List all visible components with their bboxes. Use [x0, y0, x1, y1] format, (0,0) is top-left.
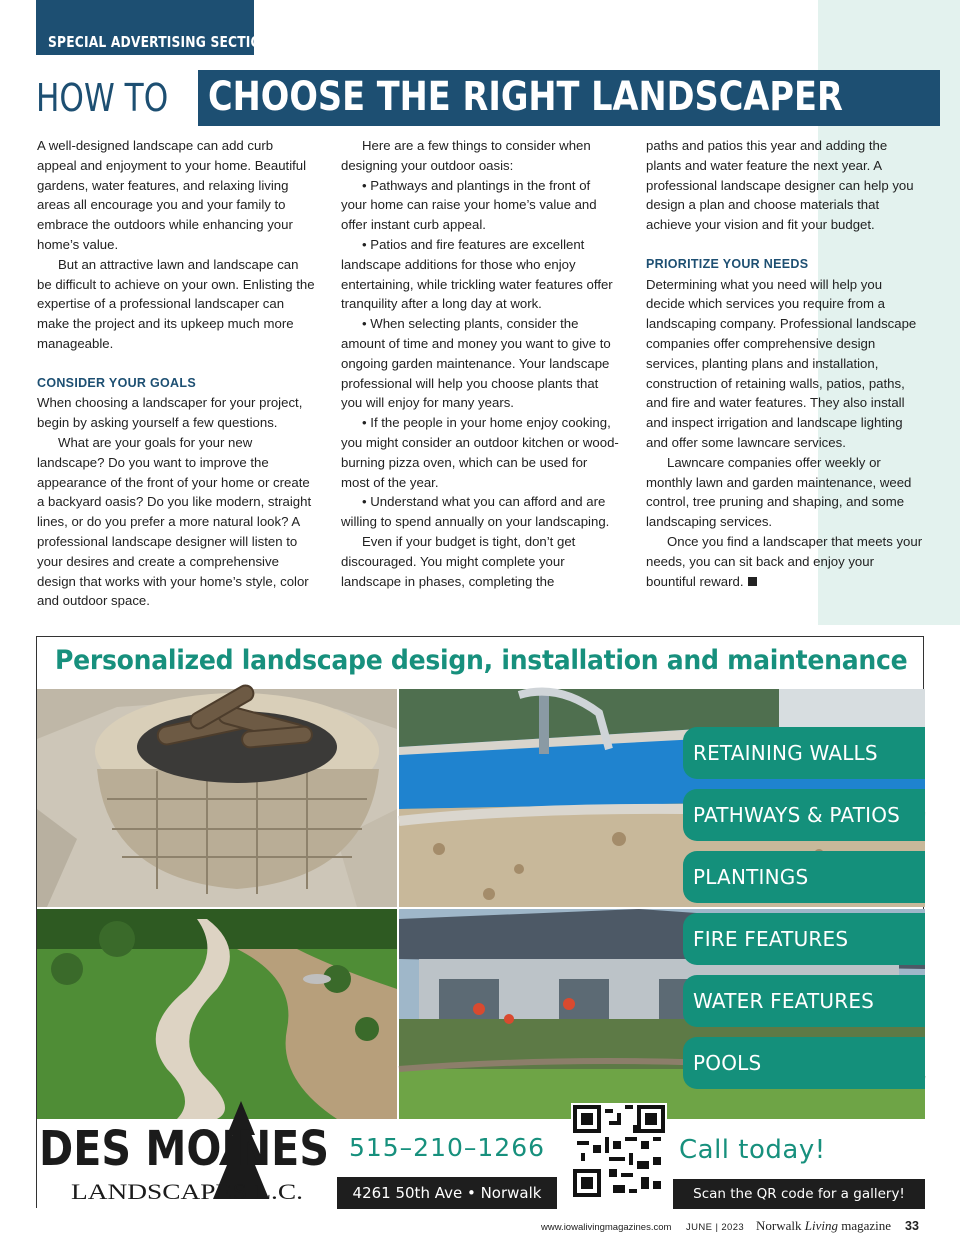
service-plantings: PLANTINGS [683, 851, 925, 903]
subhead-consider-goals: CONSIDER YOUR GOALS [37, 375, 196, 390]
paragraph: What are your goals for your new landscape? Do you want to improve the appearance of the front of your home or create a backyard oasis? Do you like modern, straight lines, or do you prefer a more natural look? A professional landscape designer will listen to your desires and create a comprehensive design that works with your home’s style, color and outdoor space. [37, 434, 312, 609]
fire-pit-photo [37, 689, 397, 907]
section-tag-label: SPECIAL ADVERTISING SECTION [48, 33, 272, 51]
headline [36, 70, 843, 126]
fire-pit-illustration [37, 689, 397, 907]
qr-code-graphic [573, 1105, 665, 1197]
bullet-item: • When selecting plants, consider the amount of time and money you want to give to ongoing garden maintenance. Your landscape professional will help you choose plants that you will enjoy for many years. [341, 316, 611, 411]
headline-box [198, 70, 940, 126]
address: 4261 50th Ave • Norwalk [337, 1177, 557, 1209]
paragraph: Here are a few things to consider when designing your outdoor oasis: [341, 138, 591, 173]
ad-title: Personalized landscape design, installation and maintenance [55, 645, 908, 676]
des-moines-landscapes-logo [37, 1101, 333, 1209]
issue-date: JUNE | 2023 [686, 1222, 745, 1233]
paragraph-final-text: Once you find a landscaper that meets your needs, you can sit back and enjoy your bountiful reward. [646, 533, 923, 589]
service-retaining-walls: RETAINING WALLS [683, 727, 925, 779]
paragraph: paths and patios this year and adding the plants and water feature the next year. A professional landscape designer can help you design a plan and choose materials that achieve your vision and fit your budget. [646, 138, 914, 233]
magazine-name-script: Living [804, 1218, 838, 1233]
headline-lead: HOW TO [36, 76, 169, 120]
service-pools: POOLS [683, 1037, 925, 1089]
call-today: Call today! [673, 1123, 925, 1177]
magazine-name [756, 1218, 891, 1234]
headline-main: CHOOSE THE RIGHT LANDSCAPER [208, 74, 843, 120]
paragraph-final [646, 532, 924, 591]
pathway-photo [37, 909, 397, 1119]
page-footer [0, 1218, 960, 1240]
magazine-name-prefix: Norwalk [756, 1218, 802, 1233]
page-number: 33 [905, 1219, 919, 1233]
website-link[interactable]: www.iowalivingmagazines.com [541, 1222, 672, 1233]
magazine-name-suffix: magazine [841, 1218, 892, 1233]
bullet-item: • Pathways and plantings in the front of your home can raise your home’s value and offer instant curb appeal. [341, 177, 597, 233]
logo-subtitle: LANDSCAPES L.C. [71, 1179, 303, 1204]
section-tag [36, 0, 272, 55]
paragraph: But an attractive lawn and landscape can be difficult to achieve on your own. Enlisting the expertise of a professional landscaper can make the project and its upkeep much more manageable. [37, 256, 315, 351]
bullet-item: • Understand what you can afford and are willing to spend annually on your landscaping. [341, 494, 610, 530]
subhead-prioritize-needs: PRIORITIZE YOUR NEEDS [646, 256, 809, 271]
service-fire-features: FIRE FEATURES [683, 913, 925, 965]
pathway-illustration [37, 909, 397, 1119]
article-column-1 [37, 136, 315, 611]
paragraph: Determining what you need will help you decide which services you require from a landscaping company. Professional landscape companies offer comprehensive design services, planting plans and installation, construction of retaining walls, patios, paths, and fire and water features. They also install and inspect irrigation and landscape lighting and offer some lawncare services. [646, 276, 917, 450]
service-water-features: WATER FEATURES [683, 975, 925, 1027]
paragraph: When choosing a landscaper for your project, begin by asking yourself a few questions. [37, 395, 303, 431]
qr-code-icon[interactable] [571, 1103, 667, 1199]
end-mark-icon [748, 577, 757, 586]
paragraph: Even if your budget is tight, don’t get discouraged. You might complete your landscape in phases, completing the [341, 533, 576, 589]
article-column-3 [646, 136, 924, 591]
bullet-item: • Patios and fire features are excellent landscape additions for those who enjoy entertaining, while trickling water features offer tranquility after a long day at work. [341, 236, 613, 312]
scan-qr-caption: Scan the QR code for a gallery! [673, 1179, 925, 1209]
article-column-2 [341, 136, 619, 591]
phone-number[interactable]: 515–210–1266 [337, 1123, 557, 1173]
service-pathways-patios: PATHWAYS & PATIOS [683, 789, 925, 841]
advertisement [36, 636, 924, 1208]
bullet-item: • If the people in your home enjoy cooking, you might consider an outdoor kitchen or wood-burning pizza oven, which can be used for most of the year. [341, 415, 619, 490]
paragraph: A well-designed landscape can add curb appeal and enjoyment to your home. Beautiful gardens, water features, and relaxing living areas all encourage you and your family to embrace the outdoors while enhancing your home’s value. [37, 138, 307, 252]
paragraph: Lawncare companies offer weekly or monthly lawn and garden maintenance, weed control, tree pruning and shaping, and some landscaping services. [646, 454, 912, 530]
logo-wordmark: DES MOINES [39, 1121, 329, 1177]
